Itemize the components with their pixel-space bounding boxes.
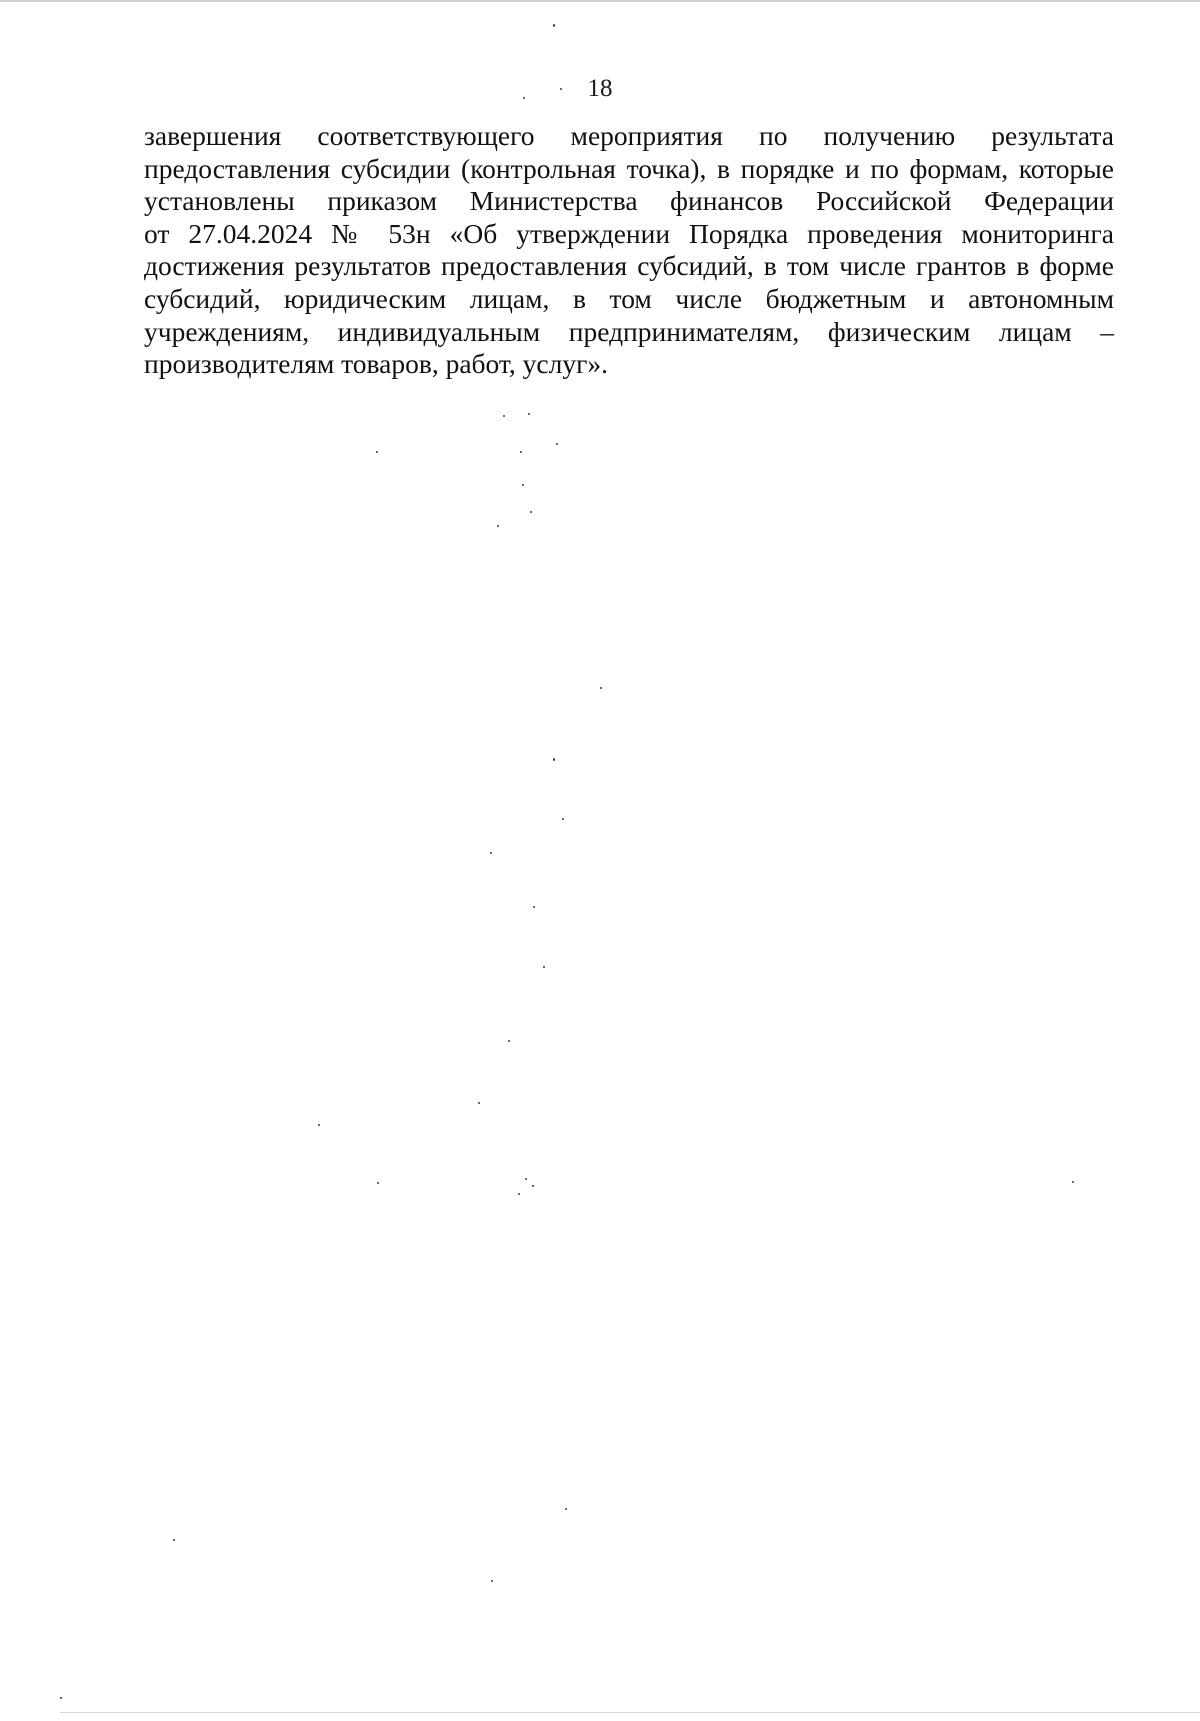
paragraph-line: достижения результатов предоставления субсидий, в том числе грантов в форме: [144, 250, 1114, 282]
speck: [376, 451, 378, 453]
speck: [543, 966, 545, 968]
speck: [318, 1124, 320, 1126]
speck: [532, 1185, 534, 1187]
speck: [525, 1178, 527, 1180]
speck: [1072, 1181, 1074, 1183]
speck: [528, 413, 530, 415]
speck: [562, 818, 564, 820]
speck: [60, 1697, 62, 1699]
speck: [523, 97, 525, 99]
speck: [553, 758, 555, 761]
speck: [520, 451, 522, 453]
paragraph-line: завершения соответствующего мероприятия по получению результата: [144, 120, 1114, 151]
paragraph-line: учреждениям, индивидуальным предпринимателям, физическим лицам –: [144, 315, 1114, 347]
speck: [560, 88, 562, 90]
paragraph-line: производителям товаров, работ, услуг».: [144, 348, 608, 380]
speck: [508, 1040, 510, 1042]
paragraph: [144, 120, 1114, 381]
speck: [377, 1182, 379, 1184]
speck: [478, 1102, 480, 1104]
scan-bottom-edge: [60, 1712, 1200, 1713]
page-number: 18: [587, 75, 613, 102]
speck: [565, 1508, 567, 1510]
speck: [518, 1193, 520, 1195]
speck: [490, 852, 492, 854]
paragraph-line: субсидий, юридическим лицам, в том числе бюджетным и автономным: [144, 282, 1114, 314]
speck: [556, 443, 558, 445]
scan-top-edge: [0, 0, 1200, 2]
speck: [522, 484, 524, 486]
speck: [491, 1580, 493, 1582]
paragraph-line: предоставления субсидии (контрольная точка), в порядке и по формам, которые: [144, 152, 1114, 184]
speck: [503, 415, 505, 417]
paragraph-line: установлены приказом Министерства финансов Российской Федерации: [144, 185, 1114, 217]
speck: [600, 687, 602, 689]
speck: [553, 24, 555, 27]
speck: [173, 1539, 175, 1541]
speck: [497, 525, 499, 527]
speck: [533, 906, 535, 908]
speck: [530, 511, 532, 513]
paragraph-line: от 27.04.2024 № 53н «Об утверждении Порядка проведения мониторинга: [144, 217, 1114, 249]
